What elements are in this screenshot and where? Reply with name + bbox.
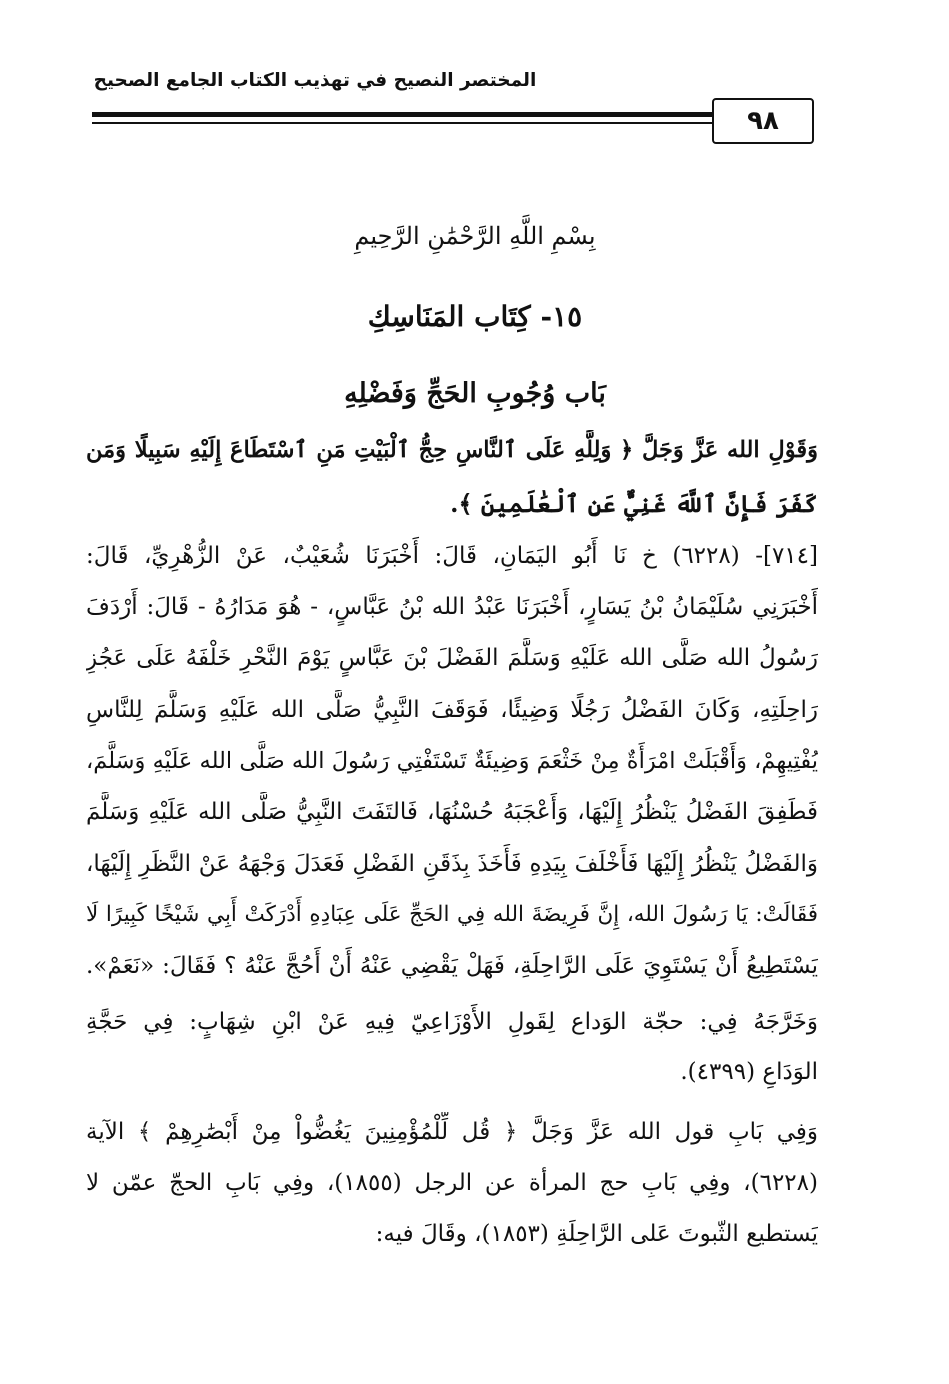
text-line: رَاحِلَتِهِ، وَكَانَ الفَضْلُ رَجُلًا وَضِيئًا، فَوَقَفَ النَّبِيُّ صَلَّى الله عَلَيْهِ وَسَلَّمَ لِلنَّاسِ	[86, 697, 818, 723]
text-line: الوَدَاعِ (٤٣٩٩).	[680, 1059, 818, 1085]
header-rule-thick	[92, 112, 714, 117]
text-line: وَفِي بَابِ قول الله عَزَّ وَجَلَّ ﴿ قُل لِّلْمُؤْمِنِينَ يَغُضُّواْ مِنْ أَبْصَٰرِهِمْ ﴾ الآية	[86, 1119, 818, 1145]
text-line: أَخْبَرَنِي سُلَيْمَانُ بْنُ يَسَارٍ، أَخْبَرَنَا عَبْدُ الله بْنُ عَبَّاسٍ، - هُوَ مَدَارُهُ - قَالَ: أَرْدَفَ	[86, 594, 818, 620]
text-line: وَالفَضْلُ يَنْظُرُ إِلَيْهَا فَأَخْلَفَ بِيَدِهِ فَأَخَذَ بِذَقَنِ الفَضْلِ فَعَدَلَ وَجْهَهُ عَنْ النَّظَرِ إِلَيْهَا،	[86, 851, 818, 877]
text-line: كَفَرَ فَإِنَّ ٱللَّهَ غَنِيٌّ عَنِ ٱلْعَٰلَمِينَ ﴾.	[450, 489, 818, 518]
text-line: فَطَفِقَ الفَضْلُ يَنْظُرُ إِلَيْهَا، وَأَعْجَبَهُ حُسْنُهَا، فَالتَفَتَ النَّبِيُّ صَلَّى الله عَلَيْهِ وَسَلَّمَ	[86, 799, 818, 825]
page-number-box	[712, 98, 814, 144]
text-line: يُفْتِيهِمْ، وَأَقْبَلَتْ امْرَأَةٌ مِنْ خَثْعَمَ وَضِيئَةٌ تَسْتَفْتِي رَسُولَ الله صَلَّى الله عَلَيْهِ وَسَلَّمَ،	[86, 748, 818, 774]
running-header-title: المختصر النصيح في تهذيب الكتاب الجامع الصحيح	[93, 70, 537, 91]
book-title: ١٥- كِتَاب المَنَاسِكِ	[367, 300, 583, 333]
text-line: وَقَوْلِ الله عَزَّ وَجَلَّ ﴿ وَلِلَّهِ عَلَى ٱلنَّاسِ حِجُّ ٱلْبَيْتِ مَنِ ٱسْتَطَاعَ إِلَيْهِ سَبِيلًا وَمَن	[86, 437, 818, 463]
basmala: بِسْمِ اللَّهِ الرَّحْمَٰنِ الرَّحِيمِ	[354, 222, 596, 250]
text-line: [٧١٤]- (٦٢٢٨) خ نَا أَبُو اليَمَانِ، قَالَ: أَخْبَرَنَا شُعَيْبٌ، عَنْ الزُّهْرِيِّ، قَالَ:	[86, 543, 818, 569]
page-number: ٩٨	[747, 106, 779, 136]
header-rule-thin	[92, 122, 714, 124]
chapter-title: بَاب وُجُوبِ الحَجِّ وَفَضْلِهِ	[344, 378, 606, 409]
text-line: وَخَرَّجَهُ فِي: حجّة الوَداع لِقَولِ الأَوْزَاعِيّ فِيهِ عَنْ ابْنِ شِهَابٍ: فِي حَجَّةِ	[86, 1009, 818, 1035]
text-line: فَقَالَتْ: يَا رَسُولَ الله، إِنَّ فَرِيضَةَ الله فِي الحَجِّ عَلَى عِبَادِهِ أَدْرَكَتْ أَبِي شَيْخًا كَبِيرًا لَا	[86, 902, 818, 927]
text-line: رَسُولُ الله صَلَّى الله عَلَيْهِ وَسَلَّمَ الفَضْلَ بْنَ عَبَّاسٍ يَوْمَ النَّحْرِ خَلْفَهُ عَلَى عَجُزِ	[86, 645, 818, 671]
text-line: يَستطيع الثّبوتَ عَلى الرَّاحِلَةِ (١٨٥٣)، وقَالَ فيه:	[375, 1221, 818, 1247]
text-line: يَسْتَطِيعُ أَنْ يَسْتَوِيَ عَلَى الرَّاحِلَةِ، فَهَلْ يَقْضِي عَنْهُ أَنْ أَحُجَّ عَنْهُ ؟ فَقَالَ: «نَعَمْ».	[86, 953, 818, 979]
text-line: (٦٢٢٨)، وفِي بَابِ حج المرأة عن الرجل (١٨٥٥)، وفِي بَابِ الحجّ عمّن لا	[86, 1170, 818, 1196]
